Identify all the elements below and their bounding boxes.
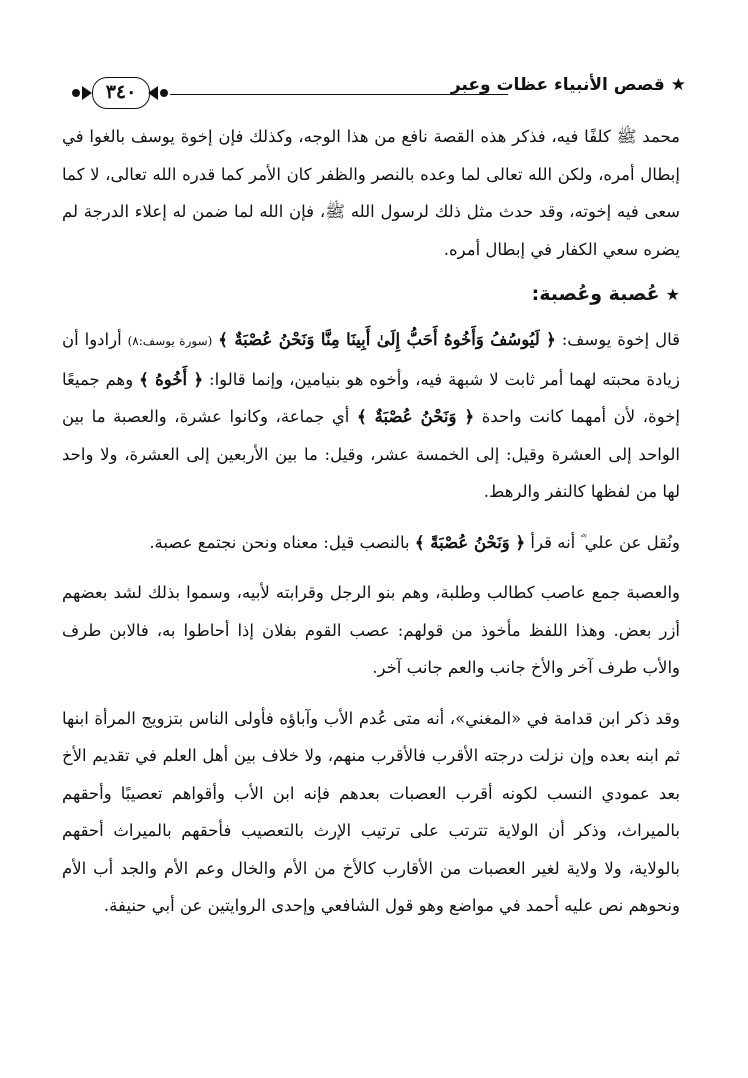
quran-verse: ﴿ وَنَحْنُ عُصْبَةٌ ﴾	[356, 407, 475, 426]
page-header	[40, 72, 708, 112]
book-title: قصص الأنبياء عظات وعبر	[450, 75, 665, 95]
page-body	[62, 118, 680, 925]
star-icon: ★	[670, 75, 686, 95]
text: أرادوا أن زيادة محبته لهما أمر ثابت لا شبهة فيه، وأخوه هو بنيامين، وإنما قالوا:	[62, 330, 680, 389]
quran-verse: ﴿ أَخُوهُ ﴾	[139, 369, 204, 389]
paragraph-4: والعصبة جمع عاصب كطالب وطلبة، وهم بنو الرجل وقرابته لأبيه، وسموا بذلك لشد بعضهم أزر بعض. وهذا اللفظ مأخوذ من قولهم: عصب القوم بفلان إذا أحاطوا به، فالابن طرف والأب طرف آخر والأخ جانب والعم جانب آخر.	[62, 583, 680, 677]
running-title	[451, 75, 686, 95]
text: بالنصب قيل: معناه ونحن نجتمع عصبة.	[149, 532, 410, 552]
quran-verse: ﴿ وَنَحْنُ عُصْبَةً ﴾	[414, 532, 526, 552]
section-heading	[62, 274, 680, 315]
paragraph-3	[62, 524, 680, 562]
ornament-left-icon	[70, 84, 92, 102]
quran-verse: ﴿ لَيُوسُفُ وَأَخُوهُ أَحَبُّ إِلَىٰ أَبِينَا مِنَّا وَنَحْنُ عُصْبَةٌ ﴾	[218, 330, 556, 349]
page-number: ٣٤٠	[92, 77, 150, 109]
paragraph-5: وقد ذكر ابن قدامة في «المغني»، أنه متى عُدم الأب وآباؤه فأولى الناس بتزويج المرأة ابنها ثم ابنه بعده وإن نزلت درجته الأقرب فالأقرب منهم، ولا خلاف بين أهل العلم في تقديم الأخ بعد عمودي النسب لكونه أقرب العصبات بعدهم فإنه ابن الأب وأقواهم تعصيبًا وأحقهم بالميراث، وذكر أن الولاية تترتب على ترتيب الإرث بالتعصيب فأحقهم بالميراث أحقهم بالولاية، ولا ولاية لغير العصبات من الأقارب كالأخ من الأم والخال وعم الأم والجد أب الأم ونحوهم نص عليه أحمد في مواضع وهو قول الشافعي وإحدى الروايتين عن أبي حنيفة.	[62, 708, 680, 915]
text: وهم جميعًا إخوة، لأن أمهما كانت واحدة	[62, 369, 680, 426]
star-icon: ★	[665, 285, 680, 304]
header-rule	[170, 94, 508, 95]
paragraph-2	[62, 321, 680, 511]
text: أي جماعة، وكانوا عشرة، والعصبة ما بين الواحد إلى العشرة وقيل: إلى الخمسة عشر، وقيل: ما بين الأربعين إلى العشرة، ولا واحد لها من لفظها كالنفر والرهط.	[62, 407, 680, 501]
verse-reference: (سورة يوسف:٨)	[127, 334, 213, 348]
section-title: عُصبة وعُصبة:	[531, 283, 660, 305]
page-number-frame	[70, 72, 170, 112]
text: ونُقل عن علي ؓ أنه قرأ	[530, 532, 680, 552]
ornament-right-icon	[148, 84, 170, 102]
text: قال إخوة يوسف:	[561, 330, 681, 349]
paragraph-1: محمد ﷺ كلفًا فيه، فذكر هذه القصة نافع من هذا الوجه، وكذلك فإن إخوة يوسف بالغوا في إبطال أمره، ولكن الله تعالى لما وعده بالنصر والظفر كان الأمر كما قدره الله تعالى، لا كما سعى فيه إخوته، وقد حدث مثل ذلك لرسول الله ﷺ، فإن الله لما ضمن له إعلاء الدرجة لم يضره سعي الكفار في إبطال أمره.	[62, 127, 680, 259]
